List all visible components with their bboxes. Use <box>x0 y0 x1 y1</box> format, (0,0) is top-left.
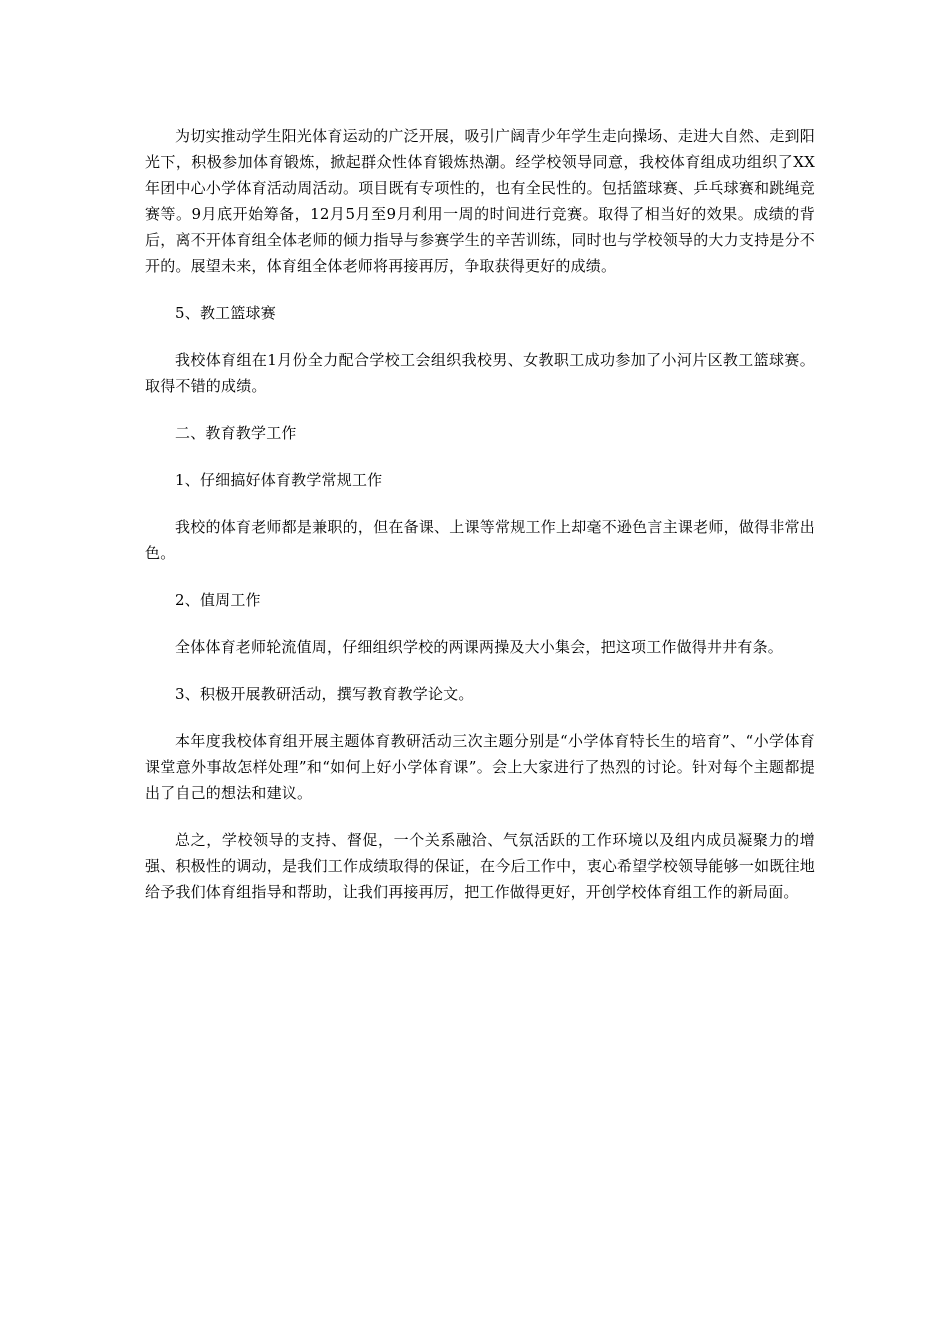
paragraph-duty-week: 全体体育老师轮流值周，仔细组织学校的两课两操及大小集会，把这项工作做得井井有条。 <box>175 638 784 656</box>
heading-staff-basketball: 5、教工篮球赛 <box>175 304 276 322</box>
heading-teaching-work: 二、教育教学工作 <box>175 424 297 442</box>
paragraph-staff-basketball: 我校体育组在1月份全力配合学校工会组织我校男、女教职工成功参加了小河片区教工篮球赛。取得不错的成绩。 <box>145 351 815 395</box>
heading-research-activities: 3、积极开展教研活动，撰写教育教学论文。 <box>175 685 474 703</box>
document-page <box>145 123 815 926</box>
paragraph-conclusion: 总之，学校领导的支持、督促，一个关系融洽、气氛活跃的工作环境以及组内成员凝聚力的增强、积极性的调动，是我们工作成绩取得的保证，在今后工作中，衷心希望学校领导能够一如既往地给予我们体育组指导和帮助，让我们再接再厉，把工作做得更好，开创学校体育组工作的新局面。 <box>145 831 815 901</box>
paragraph-teaching-routine: 我校的体育老师都是兼职的，但在备课、上课等常规工作上却毫不逊色言主课老师，做得非常出色。 <box>145 518 815 562</box>
paragraph-sports-week: 为切实推动学生阳光体育运动的广泛开展，吸引广阔青少年学生走向操场、走进大自然、走到阳光下，积极参加体育锻炼，掀起群众性体育锻炼热潮。经学校领导同意，我校体育组成功组织了XX年团中心小学体育活动周活动。项目既有专项性的，也有全民性的。包括篮球赛、乒乓球赛和跳绳竞赛等。9月底开始筹备，12月5月至9月利用一周的时间进行竞赛。取得了相当好的效果。成绩的背后，离不开体育组全体老师的倾力指导与参赛学生的辛苦训练，同时也与学校领导的大力支持是分不开的。展望未来，体育组全体老师将再接再厉，争取获得更好的成绩。 <box>145 127 815 275</box>
heading-duty-week: 2、值周工作 <box>175 591 261 609</box>
paragraph-research-activities: 本年度我校体育组开展主题体育教研活动三次主题分别是“小学体育特长生的培育”、“小学体育课堂意外事故怎样处理”和“如何上好小学体育课”。会上大家进行了热烈的讨论。针对每个主题都提出了自己的想法和建议。 <box>145 732 815 802</box>
heading-teaching-routine: 1、仔细搞好体育教学常规工作 <box>175 471 383 489</box>
